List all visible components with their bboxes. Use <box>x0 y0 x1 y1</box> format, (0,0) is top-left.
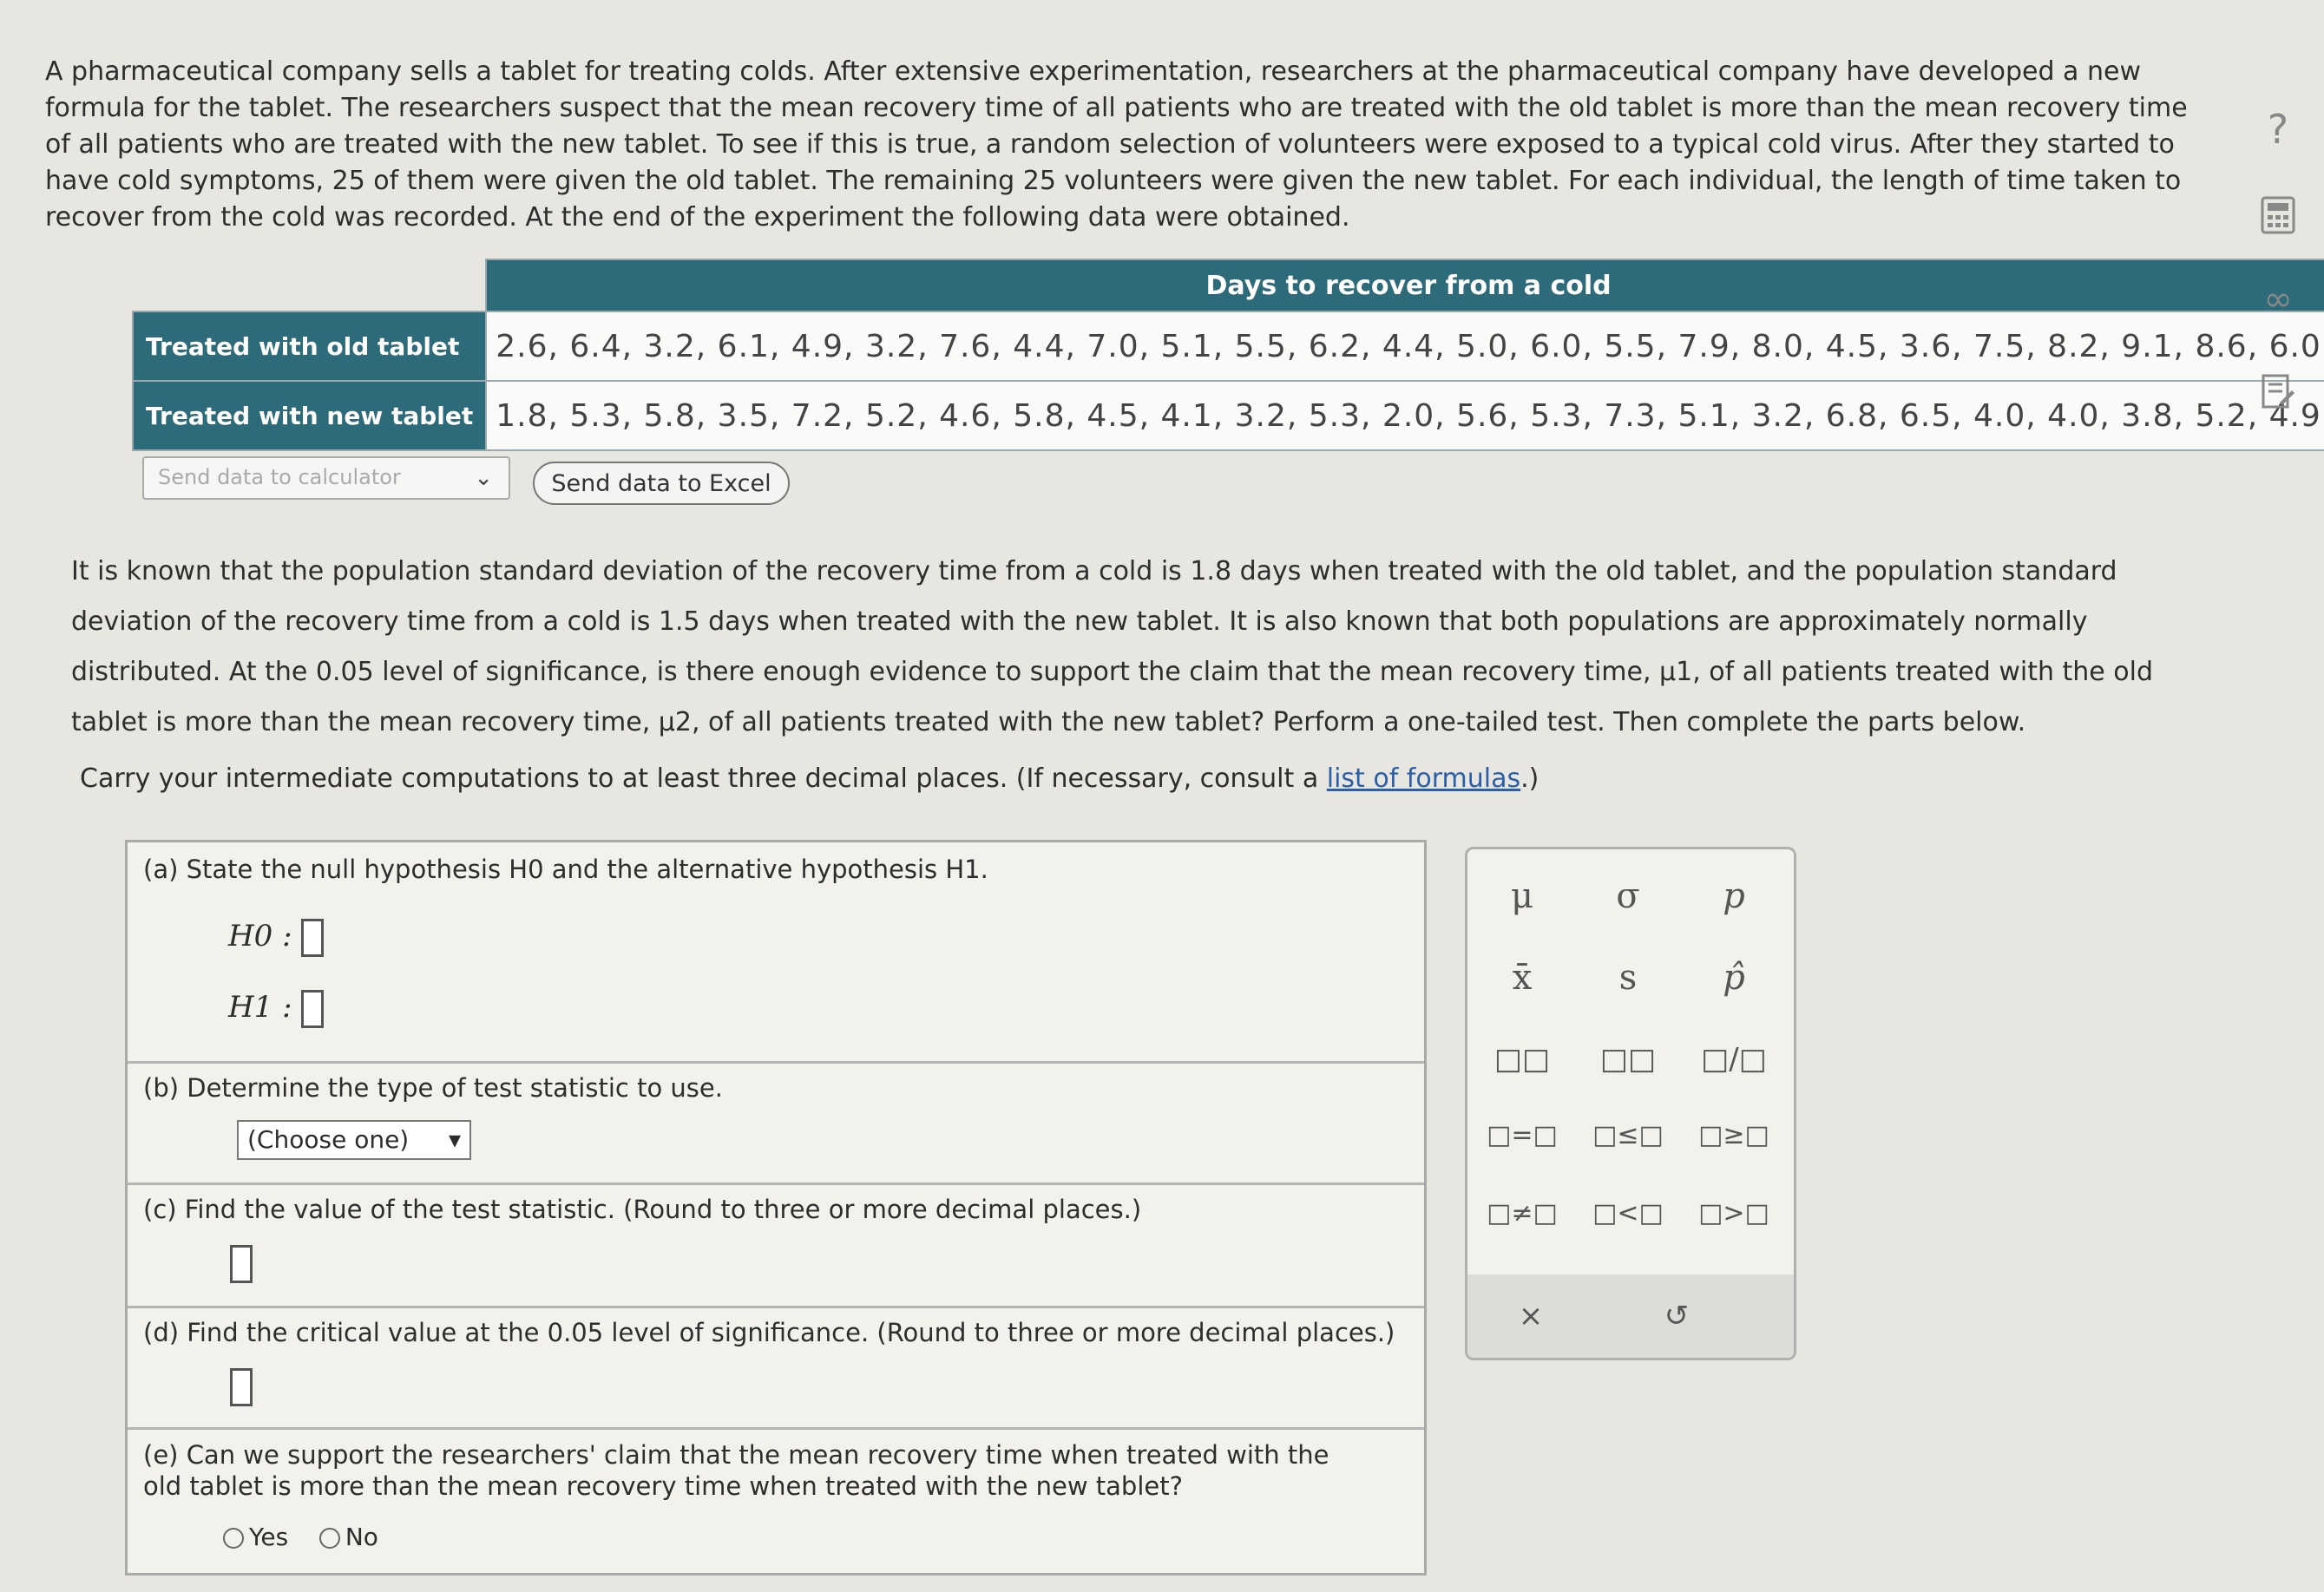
greater-equal-button[interactable]: □≥□ <box>1698 1120 1769 1150</box>
critical-value-input[interactable] <box>230 1368 253 1406</box>
carry-end: .) <box>1520 763 1539 794</box>
less-equal-button[interactable]: □≤□ <box>1592 1120 1664 1150</box>
row-label-new: Treated with new tablet <box>133 381 486 450</box>
calculator-glyph <box>2261 196 2295 234</box>
sigma-button[interactable]: σ <box>1616 876 1640 916</box>
carry-text: Carry your intermediate computations to at least three decimal places. (If necessary, consult a <box>80 763 1319 794</box>
math-palette <box>1465 847 1796 1360</box>
part-a <box>128 842 1424 1064</box>
xbar-button[interactable]: x̄ <box>1512 958 1533 998</box>
yes-radio[interactable] <box>223 1528 244 1549</box>
chevron-down-icon: ⌄ <box>474 465 493 491</box>
notes-icon[interactable] <box>2256 373 2300 420</box>
calculator-select-label: Send data to calculator <box>158 465 401 489</box>
carry-instructions <box>80 763 1539 794</box>
formulas-link[interactable]: list of formulas <box>1326 763 1521 794</box>
answer-panel <box>125 840 1427 1576</box>
table-row <box>133 381 2324 450</box>
less-than-button[interactable]: □<□ <box>1592 1198 1664 1228</box>
mu-button[interactable]: μ <box>1511 876 1533 916</box>
not-equal-button[interactable]: □≠□ <box>1487 1198 1558 1228</box>
row-label-old: Treated with old tablet <box>133 311 486 381</box>
h1-label: H1 : <box>228 990 292 1025</box>
superscript-button[interactable]: □□ <box>1494 1042 1551 1077</box>
test-statistic-input[interactable] <box>230 1245 253 1283</box>
part-b-question: (b) Determine the type of test statistic to use. <box>143 1073 723 1103</box>
no-radio[interactable] <box>319 1528 340 1549</box>
fraction-button[interactable]: □/□ <box>1701 1042 1767 1077</box>
calculator-icon[interactable] <box>2256 196 2300 243</box>
send-to-calculator-select[interactable] <box>142 456 510 500</box>
undo-icon[interactable]: ↺ <box>1664 1299 1690 1333</box>
part-b <box>128 1061 1424 1185</box>
help-icon[interactable]: ? <box>2267 106 2289 153</box>
table-row <box>133 311 2324 381</box>
p-button[interactable]: p <box>1723 876 1745 916</box>
subscript-button[interactable]: □□ <box>1599 1042 1657 1077</box>
problem-details: It is known that the population standard deviation of the recovery time from a cold is 1.8 days when treated with the old tablet, and the population standard deviation of the recovery time from a cold is 1.5 days when treated with the new tablet. It is also known that both populations are approximately normally distributed. At the 0.05 level of significance, is there enough evidence to support the claim that the mean recovery time, μ1, of all patients treated with the old tablet is more than the mean recovery time, μ2, of all patients treated with the new tablet? Perform a one-tailed test. Then complete the parts below. <box>71 556 2154 737</box>
equals-button[interactable]: □=□ <box>1487 1120 1558 1150</box>
data-table <box>132 259 2324 451</box>
part-c-question: (c) Find the value of the test statistic. (Round to three or more decimal places.) <box>143 1195 1142 1224</box>
part-d <box>128 1306 1424 1430</box>
no-label: No <box>345 1523 378 1551</box>
palette-footer <box>1467 1274 1794 1358</box>
no-option[interactable] <box>319 1523 378 1551</box>
caret-down-icon: ▾ <box>448 1125 461 1154</box>
test-statistic-select[interactable] <box>237 1120 471 1160</box>
h1-input[interactable] <box>301 990 324 1028</box>
part-a-question: (a) State the null hypothesis H0 and the alternative hypothesis H1. <box>143 855 988 884</box>
h0-label: H0 : <box>228 919 292 953</box>
h0-row <box>228 919 324 957</box>
part-d-question: (d) Find the critical value at the 0.05 level of significance. (Round to three or more decimal places.) <box>143 1318 1395 1347</box>
infinity-icon[interactable]: ∞ <box>2263 279 2293 319</box>
part-c <box>128 1183 1424 1308</box>
part-e-question: (e) Can we support the researchers' claim that the mean recovery time when treated with the old tablet is more than the mean recovery time when treated with the new tablet? <box>143 1440 1329 1501</box>
h1-row <box>228 990 324 1028</box>
row-values-new: 1.8, 5.3, 5.8, 3.5, 7.2, 5.2, 4.6, 5.8, 4.5, 4.1, 3.2, 5.3, 2.0, 5.6, 5.3, 7.3, 5.1, 3.2, 6.8, 6.5, 4.0, 4.0, 3.8, 5.2, 4.9 <box>486 381 2324 450</box>
yes-label: Yes <box>249 1523 289 1551</box>
test-statistic-select-label: (Choose one) <box>247 1125 410 1154</box>
notes-glyph <box>2261 373 2295 411</box>
row-values-old: 2.6, 6.4, 3.2, 6.1, 4.9, 3.2, 7.6, 4.4, 7.0, 5.1, 5.5, 6.2, 4.4, 5.0, 6.0, 5.5, 7.9, 8.0, 4.5, 3.6, 7.5, 8.2, 9.1, 8.6, 6.0 <box>486 311 2324 381</box>
yes-no-options <box>223 1523 378 1551</box>
clear-icon[interactable]: × <box>1518 1299 1544 1333</box>
s-button[interactable]: s <box>1618 958 1638 998</box>
h0-input[interactable] <box>301 919 324 957</box>
phat-button[interactable]: p̂ <box>1723 958 1745 998</box>
greater-than-button[interactable]: □>□ <box>1698 1198 1769 1228</box>
problem-intro: A pharmaceutical company sells a tablet for treating colds. After extensive experimentation, researchers at the pharmaceutical company have developed a new formula for the tablet. The researchers suspect that the mean recovery time of all patients who are treated with the old tablet is more than the mean recovery time of all patients who are treated with the new tablet. To see if this is true, a random selection of volunteers were exposed to a typical cold virus. After they started to have cold symptoms, 25 of them were given the old tablet. The remaining 25 volunteers were given the new tablet. For each individual, the length of time taken to recover from the cold was recorded. At the end of the experiment the following data were obtained. <box>45 56 2188 233</box>
part-e <box>128 1427 1424 1573</box>
table-corner <box>133 259 486 311</box>
yes-option[interactable] <box>223 1523 288 1551</box>
table-header: Days to recover from a cold <box>486 259 2324 311</box>
send-to-excel-button[interactable]: Send data to Excel <box>533 462 790 505</box>
